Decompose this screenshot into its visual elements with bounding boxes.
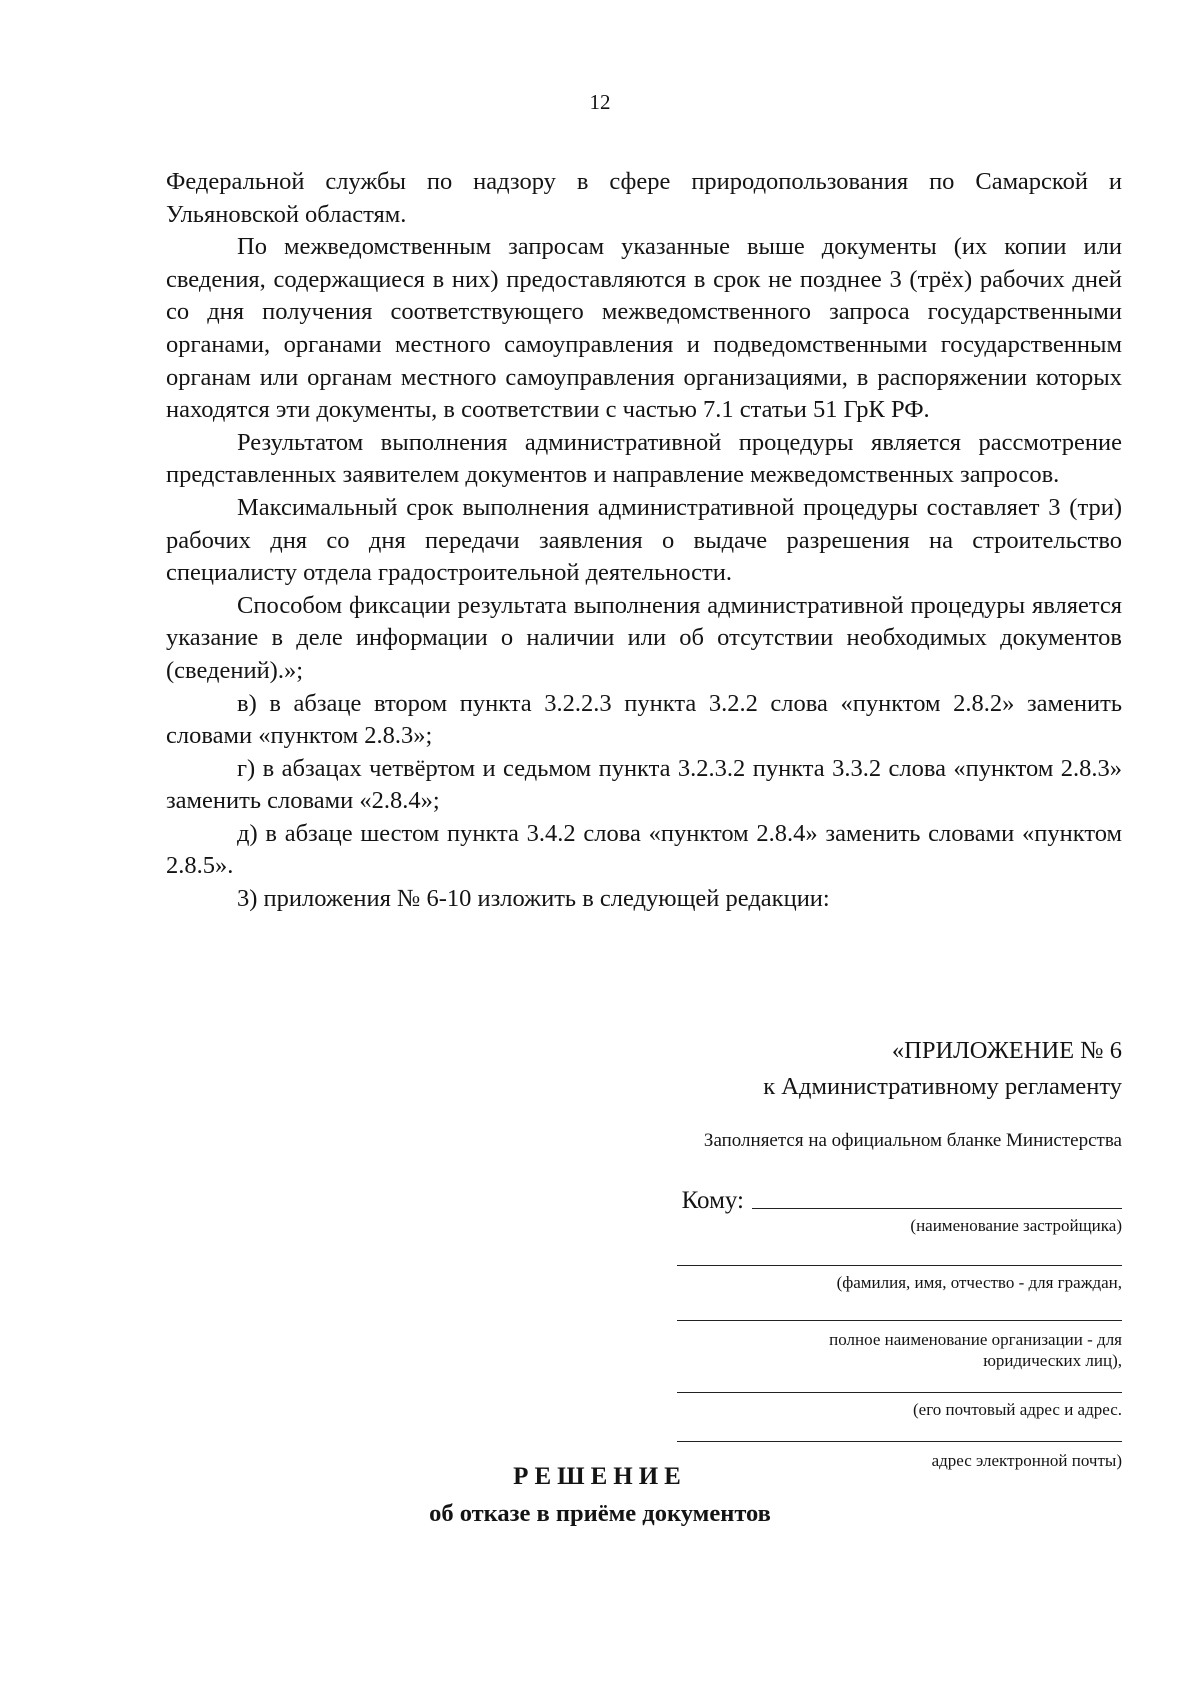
- addressee-caption: адрес электронной почты): [931, 1451, 1122, 1470]
- addressee-caption: (его почтовый адрес и адрес.: [913, 1400, 1122, 1419]
- addressee-blank-line: [752, 1207, 1122, 1209]
- blank-note: Заполняется на официальном бланке Министерства: [703, 1130, 1122, 1151]
- appendix-title: «ПРИЛОЖЕНИЕ № 6: [891, 1037, 1122, 1064]
- addressee-blank-line: [677, 1391, 1122, 1393]
- document-body: [166, 166, 1122, 916]
- page-number: 12: [589, 90, 611, 114]
- paragraph: Результатом выполнения административной процедуры является рассмотрение представленных заявителем документов и направление межведомственных запросов.: [166, 428, 1122, 489]
- appendix-subtitle: к Административному регламенту: [763, 1073, 1122, 1100]
- addressee-blank-line: [677, 1264, 1122, 1266]
- decision-subtitle: об отказе в приёме документов: [429, 1500, 771, 1527]
- addressee-caption: (фамилия, имя, отчество - для граждан,: [836, 1273, 1122, 1292]
- addressee-caption: юридических лиц),: [983, 1351, 1122, 1370]
- paragraph: г) в абзацах четвёртом и седьмом пункта 3.2.3.2 пункта 3.3.2 слова «пунктом 2.8.3» заменить словами «2.8.4»;: [166, 754, 1122, 815]
- addressee-line: [642, 1187, 1122, 1215]
- paragraph: По межведомственным запросам указанные выше документы (их копии или сведения, содержащиеся в них) предоставляются в срок не позднее 3 (трёх) рабочих дней со дня получения соответствующего межведомственного запроса государственными органами, органами местного самоуправления и подведомственными государственным органам или органам местного самоуправления организациями, в распоряжении которых находятся эти документы, в соответствии с частью 7.1 статьи 51 ГрК РФ.: [166, 233, 1122, 424]
- decision-title: РЕШЕНИЕ: [513, 1463, 687, 1490]
- addressee-label: Кому:: [681, 1187, 744, 1214]
- addressee-blank-line: [677, 1440, 1122, 1442]
- addressee-caption: полное наименование организации - для: [829, 1330, 1122, 1349]
- paragraph: Федеральной службы по надзору в сфере природопользования по Самарской и Ульяновской областям.: [166, 168, 1122, 228]
- paragraph: д) в абзаце шестом пункта 3.4.2 слова «пунктом 2.8.4» заменить словами «пунктом 2.8.5».: [166, 819, 1122, 880]
- paragraph: Способом фиксации результата выполнения административной процедуры является указание в деле информации о наличии или об отсутствии необходимых документов (сведений).»;: [166, 591, 1122, 684]
- addressee-block: [642, 1187, 1122, 1471]
- paragraph: 3) приложения № 6-10 изложить в следующей редакции:: [237, 885, 830, 913]
- paragraph: в) в абзаце втором пункта 3.2.2.3 пункта 3.2.2 слова «пунктом 2.8.2» заменить словами «пунктом 2.8.3»;: [166, 689, 1122, 750]
- appendix-header: [763, 1033, 1122, 1105]
- addressee-blank-line: [677, 1319, 1122, 1321]
- paragraph: Максимальный срок выполнения административной процедуры составляет 3 (три) рабочих дня со дня передачи заявления о выдаче разрешения на строительство специалисту отдела градостроительной деятельности.: [166, 493, 1122, 587]
- addressee-caption: (наименование застройщика): [910, 1216, 1122, 1235]
